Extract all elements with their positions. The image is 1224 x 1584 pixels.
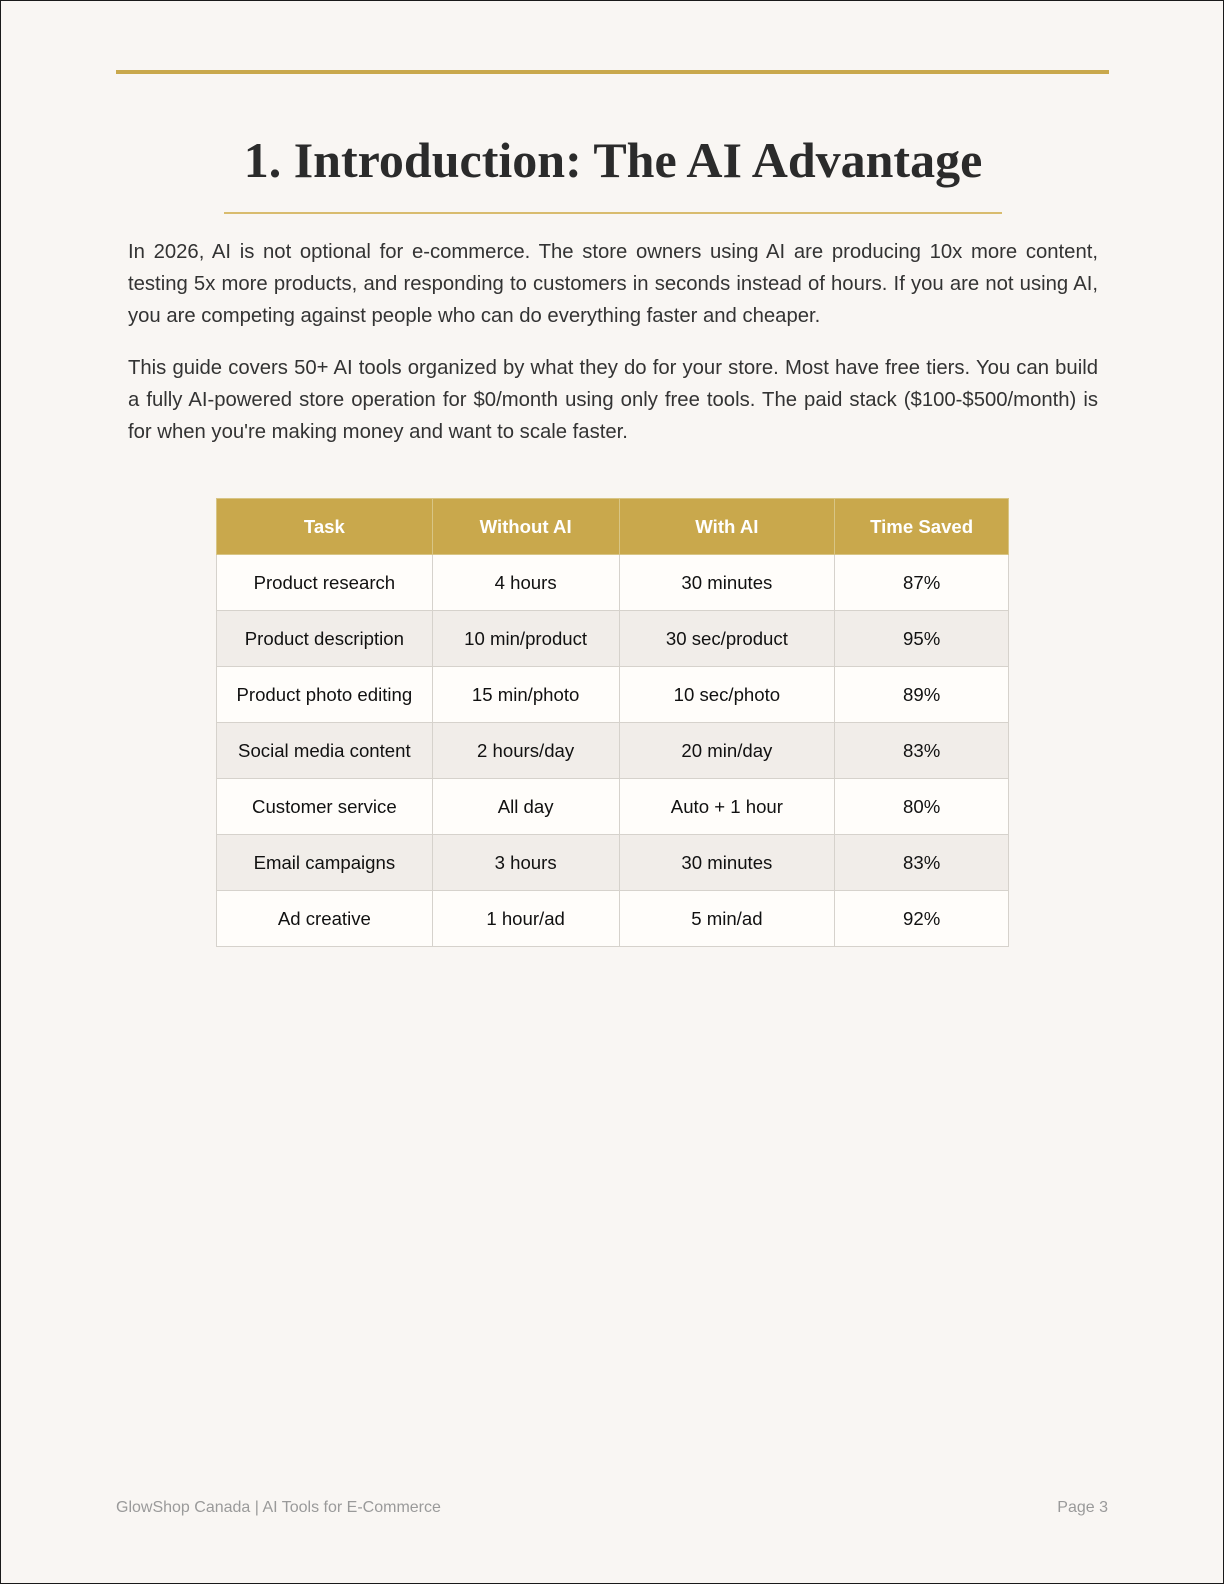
cell-with-ai: Auto + 1 hour [619, 779, 835, 835]
table-row [217, 723, 1009, 779]
table-row [217, 555, 1009, 611]
cell-task: Product description [217, 611, 433, 667]
table-row [217, 835, 1009, 891]
cell-with-ai: 5 min/ad [619, 891, 835, 947]
cell-without-ai: 1 hour/ad [432, 891, 619, 947]
cell-task: Product photo editing [217, 667, 433, 723]
cell-without-ai: 10 min/product [432, 611, 619, 667]
cell-task: Social media content [217, 723, 433, 779]
footer-page-number: Page 3 [1057, 1499, 1108, 1516]
cell-time-saved: 83% [835, 835, 1009, 891]
intro-paragraph-1: In 2026, AI is not optional for e-commerce. The store owners using AI are producing 10x more content, testing 5x more products, and responding to customers in seconds instead of hours. If you are not using AI, you are competing against people who can do everything faster and cheaper. [128, 241, 1098, 327]
header-task: Task [217, 499, 433, 555]
table-row [217, 891, 1009, 947]
page-title: 1. Introduction: The AI Advantage [243, 132, 983, 188]
cell-time-saved: 89% [835, 667, 1009, 723]
header-time-saved: Time Saved [835, 499, 1009, 555]
cell-without-ai: 4 hours [432, 555, 619, 611]
cell-with-ai: 30 minutes [619, 555, 835, 611]
time-savings-table [216, 498, 1009, 947]
cell-task: Product research [217, 555, 433, 611]
header-without-ai: Without AI [432, 499, 619, 555]
cell-without-ai: 15 min/photo [432, 667, 619, 723]
title-underline [224, 212, 1002, 214]
cell-without-ai: All day [432, 779, 619, 835]
cell-with-ai: 30 minutes [619, 835, 835, 891]
cell-task: Ad creative [217, 891, 433, 947]
cell-time-saved: 83% [835, 723, 1009, 779]
intro-paragraph-2: This guide covers 50+ AI tools organized by what they do for your store. Most have free tiers. You can build a fully AI-powered store operation for $0/month using only free tools. The paid stack ($100-$500/month) is for when you're making money and want to scale faster. [128, 357, 1098, 443]
top-divider [116, 70, 1109, 74]
cell-time-saved: 80% [835, 779, 1009, 835]
cell-without-ai: 3 hours [432, 835, 619, 891]
header-with-ai: With AI [619, 499, 835, 555]
table-row [217, 611, 1009, 667]
cell-with-ai: 30 sec/product [619, 611, 835, 667]
cell-time-saved: 92% [835, 891, 1009, 947]
table-row [217, 779, 1009, 835]
cell-task: Email campaigns [217, 835, 433, 891]
cell-with-ai: 20 min/day [619, 723, 835, 779]
table-header-row [217, 499, 1009, 555]
cell-without-ai: 2 hours/day [432, 723, 619, 779]
table-row [217, 667, 1009, 723]
cell-with-ai: 10 sec/photo [619, 667, 835, 723]
cell-time-saved: 87% [835, 555, 1009, 611]
cell-task: Customer service [217, 779, 433, 835]
footer-document-label: GlowShop Canada | AI Tools for E-Commerce [116, 1499, 441, 1516]
cell-time-saved: 95% [835, 611, 1009, 667]
